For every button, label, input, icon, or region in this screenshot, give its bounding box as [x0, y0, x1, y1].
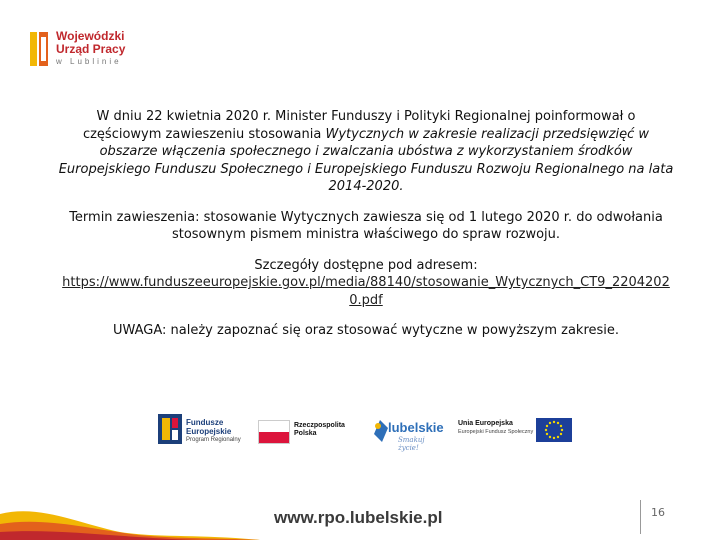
lub-tagline: Smakuj życie! [398, 436, 425, 452]
lubelskie-logo [372, 416, 444, 452]
lub-word: lubelskie [388, 420, 444, 435]
polish-flag-icon [258, 420, 290, 444]
wup-logo-mark-icon [30, 32, 48, 66]
guidelines-title: Wytycznych w zakresie realizacji przedsięwzięć w obszarze włączenia społecznego i zwalczania ubóstwa z wykorzystaniem środków Europejskiego Funduszu Społecznego i Europejskiego Funduszu Rozwoju Regionalnego na lata 2014-2020. [58, 126, 674, 194]
eu-flag-icon [536, 418, 572, 442]
suspension-term-paragraph: Termin zawieszenia: stosowanie Wytycznych zawiesza się od 1 lutego 2020 r. do odwołania stosownym pismem ministra właściwego do spraw rozwoju. [69, 209, 663, 242]
rp-line2: Polska [294, 430, 317, 437]
wup-logo-text [56, 30, 125, 67]
details-paragraph [56, 257, 676, 310]
unia-europejska-logo [458, 418, 578, 448]
ue-line2: Europejski Fundusz Społeczny [458, 429, 534, 435]
fundusze-europejskie-icon [158, 414, 182, 444]
rzeczpospolita-polska-logo [258, 420, 344, 446]
rp-line1: Rzeczpospolita [294, 422, 345, 429]
details-link[interactable]: https://www.funduszeeuropejskie.gov.pl/media/88140/stosowanie_Wytycznych_CT9_22042020.pdf [62, 275, 670, 308]
details-label: Szczegóły dostępne pod adresem: [254, 257, 478, 273]
logo-line3: w Lublinie [56, 57, 122, 66]
fe-line1: Fundusze [186, 418, 224, 427]
lubelskie-icon [372, 420, 388, 442]
fe-line2: Europejskie [186, 427, 232, 436]
fundusze-europejskie-logo [158, 410, 250, 452]
fe-line3: Program Regionalny [186, 437, 241, 443]
footer-website: www.rpo.lubelskie.pl [274, 508, 443, 527]
logo-line2: Urząd Pracy [56, 42, 126, 56]
ue-line1: Unia Europejska [458, 420, 513, 427]
announcement-paragraph [56, 108, 676, 196]
wup-logo [30, 28, 170, 72]
footer-swoosh-icon [0, 494, 260, 540]
logo-line1: Wojewódzki [56, 29, 125, 43]
notice-paragraph: UWAGA: należy zapoznać się oraz stosować wytyczne w powyższym zakresie. [112, 323, 620, 338]
announcement-text: W dniu 22 kwietnia 2020 r. Minister Funduszy i Polityki Regionalnej poinformował o częściowym zawieszeniu stosowania [82, 109, 636, 142]
footer-divider [640, 500, 641, 534]
slide-content [56, 108, 676, 353]
funding-logos-strip [150, 408, 580, 458]
page-number: 16 [651, 506, 665, 519]
